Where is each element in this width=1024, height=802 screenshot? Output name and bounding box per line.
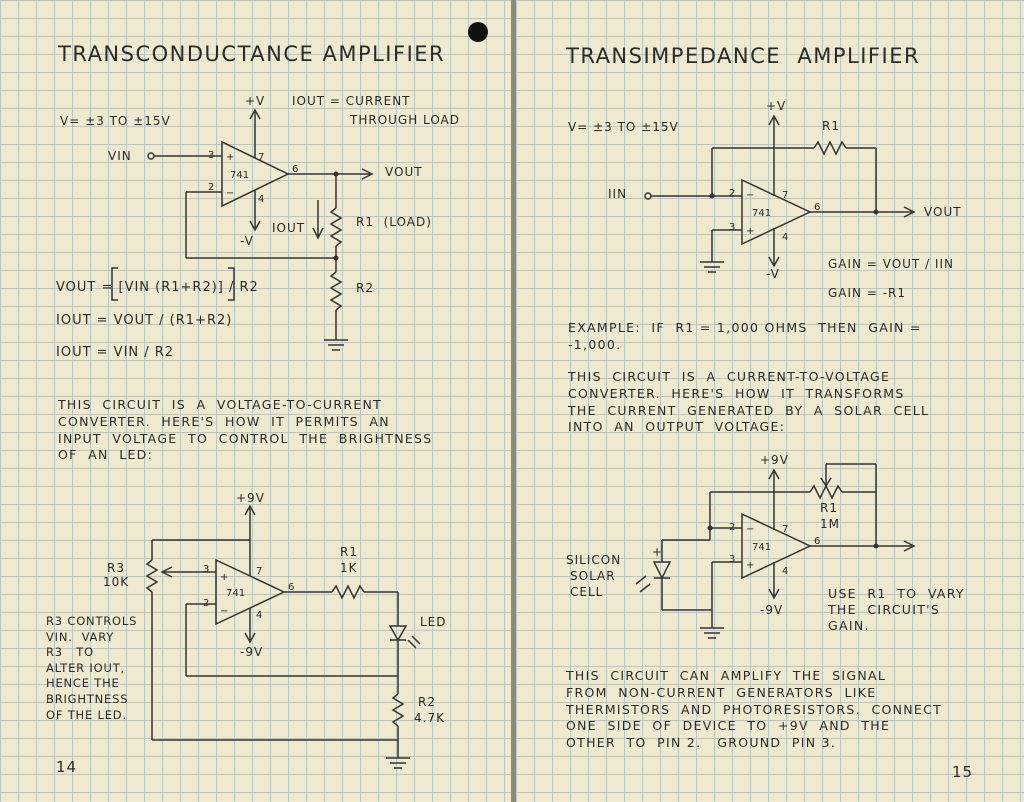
left-page-number: 14	[56, 758, 78, 776]
left-note-line-5: HENCE THE	[46, 676, 120, 691]
right-p2-line-2: FROM NON-CURRENT GENERATORS LIKE	[566, 684, 877, 700]
right-minus9-label: -9V	[760, 603, 784, 617]
right-plus9-label: +9V	[760, 453, 789, 467]
left-r3-potentiometer	[147, 560, 157, 592]
left-r1-resistor	[332, 586, 364, 598]
right-r1-label: R1	[822, 119, 840, 133]
left-note-line-7: OF THE LED.	[46, 707, 127, 722]
svg-text:741: 741	[226, 588, 246, 599]
left-r3-label: R3	[107, 561, 125, 575]
right-r1b-value: 1M	[820, 517, 840, 531]
left-vout-label: VOUT	[385, 165, 423, 179]
right-gain-formula-2: GAIN = -R1	[828, 286, 907, 300]
svg-text:7: 7	[256, 566, 263, 577]
svg-text:+: +	[746, 226, 755, 237]
svg-text:3: 3	[203, 564, 210, 575]
left-iout-note-2: THROUGH LOAD	[350, 113, 460, 127]
left-para-line-1: THIS CIRCUIT IS A VOLTAGE-TO-CURRENT	[58, 397, 383, 412]
left-equation-2: IOUT = VOUT / (R1+R2)	[56, 313, 233, 328]
left-r2b-label: R2	[418, 695, 436, 709]
left-para-line-3: INPUT VOLTAGE TO CONTROL THE BRIGHTNESS	[58, 430, 433, 446]
left-equation-3: IOUT = VIN / R2	[56, 345, 175, 360]
left-top-circuit	[112, 110, 372, 350]
right-r1b-label: R1	[820, 501, 838, 515]
svg-text:7: 7	[782, 190, 789, 201]
left-opamp-label: 741	[230, 170, 250, 181]
svg-text:7: 7	[782, 524, 789, 535]
left-r1-label-b: R1	[340, 545, 358, 559]
right-page-title: TRANSIMPEDANCE AMPLIFIER	[566, 44, 921, 68]
right-notebook-page	[516, 0, 1024, 802]
svg-text:4: 4	[256, 610, 263, 621]
right-plus-v-label: +V	[766, 99, 787, 113]
svg-text:−: −	[746, 524, 755, 535]
left-note-line-1: R3 CONTROLS	[46, 614, 138, 628]
svg-text:4: 4	[782, 566, 789, 577]
right-iin-label: IIN	[608, 187, 628, 201]
left-r2-resistor	[331, 272, 341, 310]
left-r1-load-label: R1 (LOAD)	[356, 215, 432, 229]
right-example-line-1: EXAMPLE: IF R1 = 1,000 OHMS THEN GAIN =	[568, 320, 922, 335]
right-para-line-1: THIS CIRCUIT IS A CURRENT-TO-VOLTAGE	[568, 369, 891, 384]
svg-text:+: +	[226, 152, 235, 163]
svg-text:4: 4	[782, 232, 789, 243]
left-supply-range: V= ±3 TO ±15V	[60, 114, 171, 128]
svg-text:2: 2	[203, 598, 210, 609]
svg-text:741: 741	[752, 542, 772, 553]
right-solar-cell-diode	[654, 562, 670, 578]
svg-text:−: −	[220, 606, 229, 617]
left-pin3: 3	[208, 150, 215, 161]
left-r2b-resistor	[393, 694, 403, 726]
svg-text:3: 3	[729, 222, 736, 233]
left-pin7: 7	[258, 152, 265, 163]
svg-text:2: 2	[729, 188, 736, 199]
right-r1-resistor	[814, 142, 846, 154]
binder-hole-left	[468, 22, 488, 42]
right-solar-circuit	[636, 464, 914, 638]
right-p2-line-3: THERMISTORS AND PHOTORESISTORS. CONNECT	[566, 701, 943, 717]
left-led-minus9-label: -9V	[240, 645, 264, 659]
right-cell-label-1: SILICON	[566, 553, 622, 567]
left-equation-1: VOUT = [VIN (R1+R2)] / R2	[56, 280, 259, 295]
svg-text:−: −	[226, 188, 235, 199]
left-led-circuit	[147, 506, 420, 768]
right-cell-label-2: SOLAR	[570, 569, 616, 583]
left-r1-value-b: 1K	[340, 561, 358, 575]
left-pin4: 4	[258, 194, 265, 205]
right-para-line-3: THE CURRENT GENERATED BY A SOLAR CELL	[568, 402, 930, 418]
svg-text:2: 2	[729, 522, 736, 533]
left-r2b-value: 4.7K	[414, 711, 445, 725]
right-top-circuit	[645, 116, 914, 272]
left-r2-label: R2	[356, 281, 374, 295]
right-p2-line-5: OTHER TO PIN 2. GROUND PIN 3.	[566, 735, 837, 751]
svg-text:6: 6	[288, 582, 295, 593]
right-plus-sign: +	[652, 545, 664, 559]
right-p2-line-1: THIS CIRCUIT CAN AMPLIFY THE SIGNAL	[566, 668, 887, 683]
left-para-line-2: CONVERTER. HERE'S HOW IT PERMITS AN	[58, 413, 390, 429]
svg-text:741: 741	[752, 208, 772, 219]
svg-text:−: −	[746, 190, 755, 201]
left-note-line-4: ALTER IOUT,	[46, 660, 125, 675]
right-p2-line-4: ONE SIDE OF DEVICE TO +9V AND THE	[566, 718, 891, 734]
left-pin2: 2	[208, 182, 215, 193]
right-page-number: 15	[952, 763, 974, 781]
left-para-line-4: OF AN LED:	[58, 447, 154, 463]
right-minus-v-label: -V	[766, 267, 780, 281]
left-note-line-2: VIN. VARY	[46, 629, 115, 644]
right-vout-label: VOUT	[924, 205, 962, 219]
left-plus-v-label: +V	[245, 94, 266, 108]
right-use-line-1: USE R1 TO VARY	[828, 586, 965, 601]
right-para-line-4: INTO AN OUTPUT VOLTAGE:	[568, 419, 786, 435]
right-schematics	[516, 0, 1024, 802]
left-minus-v-label: -V	[240, 234, 254, 248]
left-r3-value: 10K	[103, 575, 130, 589]
left-led-plus9-label: +9V	[236, 491, 265, 505]
right-use-line-2: THE CIRCUIT'S	[828, 602, 941, 617]
left-pin6: 6	[292, 164, 299, 175]
right-r1b-potentiometer	[810, 486, 842, 498]
left-vin-label: VIN	[108, 149, 132, 163]
left-r1-load-resistor	[331, 208, 341, 246]
left-led-diode	[390, 626, 406, 640]
left-led-label: LED	[420, 615, 447, 629]
right-example-line-2: -1,000.	[568, 336, 622, 352]
svg-text:+: +	[220, 572, 229, 583]
svg-text:3: 3	[729, 554, 736, 565]
right-gain-formula-1: GAIN = VOUT / IIN	[828, 257, 954, 271]
left-note-line-3: R3 TO	[46, 645, 94, 660]
right-cell-label-3: CELL	[570, 585, 604, 599]
left-note-line-6: BRIGHTNESS	[46, 691, 129, 706]
right-supply-range: V= ±3 TO ±15V	[568, 120, 679, 134]
left-iout-arrow-label: IOUT	[272, 221, 306, 235]
svg-text:6: 6	[814, 202, 821, 213]
svg-text:+: +	[746, 560, 755, 571]
right-para-line-2: CONVERTER. HERE'S HOW IT TRANSFORMS	[568, 385, 905, 401]
left-page-title: TRANSCONDUCTANCE AMPLIFIER	[58, 42, 446, 66]
left-iout-note-1: IOUT = CURRENT	[292, 94, 411, 108]
svg-text:6: 6	[814, 536, 821, 547]
right-use-line-3: GAIN.	[828, 618, 870, 633]
